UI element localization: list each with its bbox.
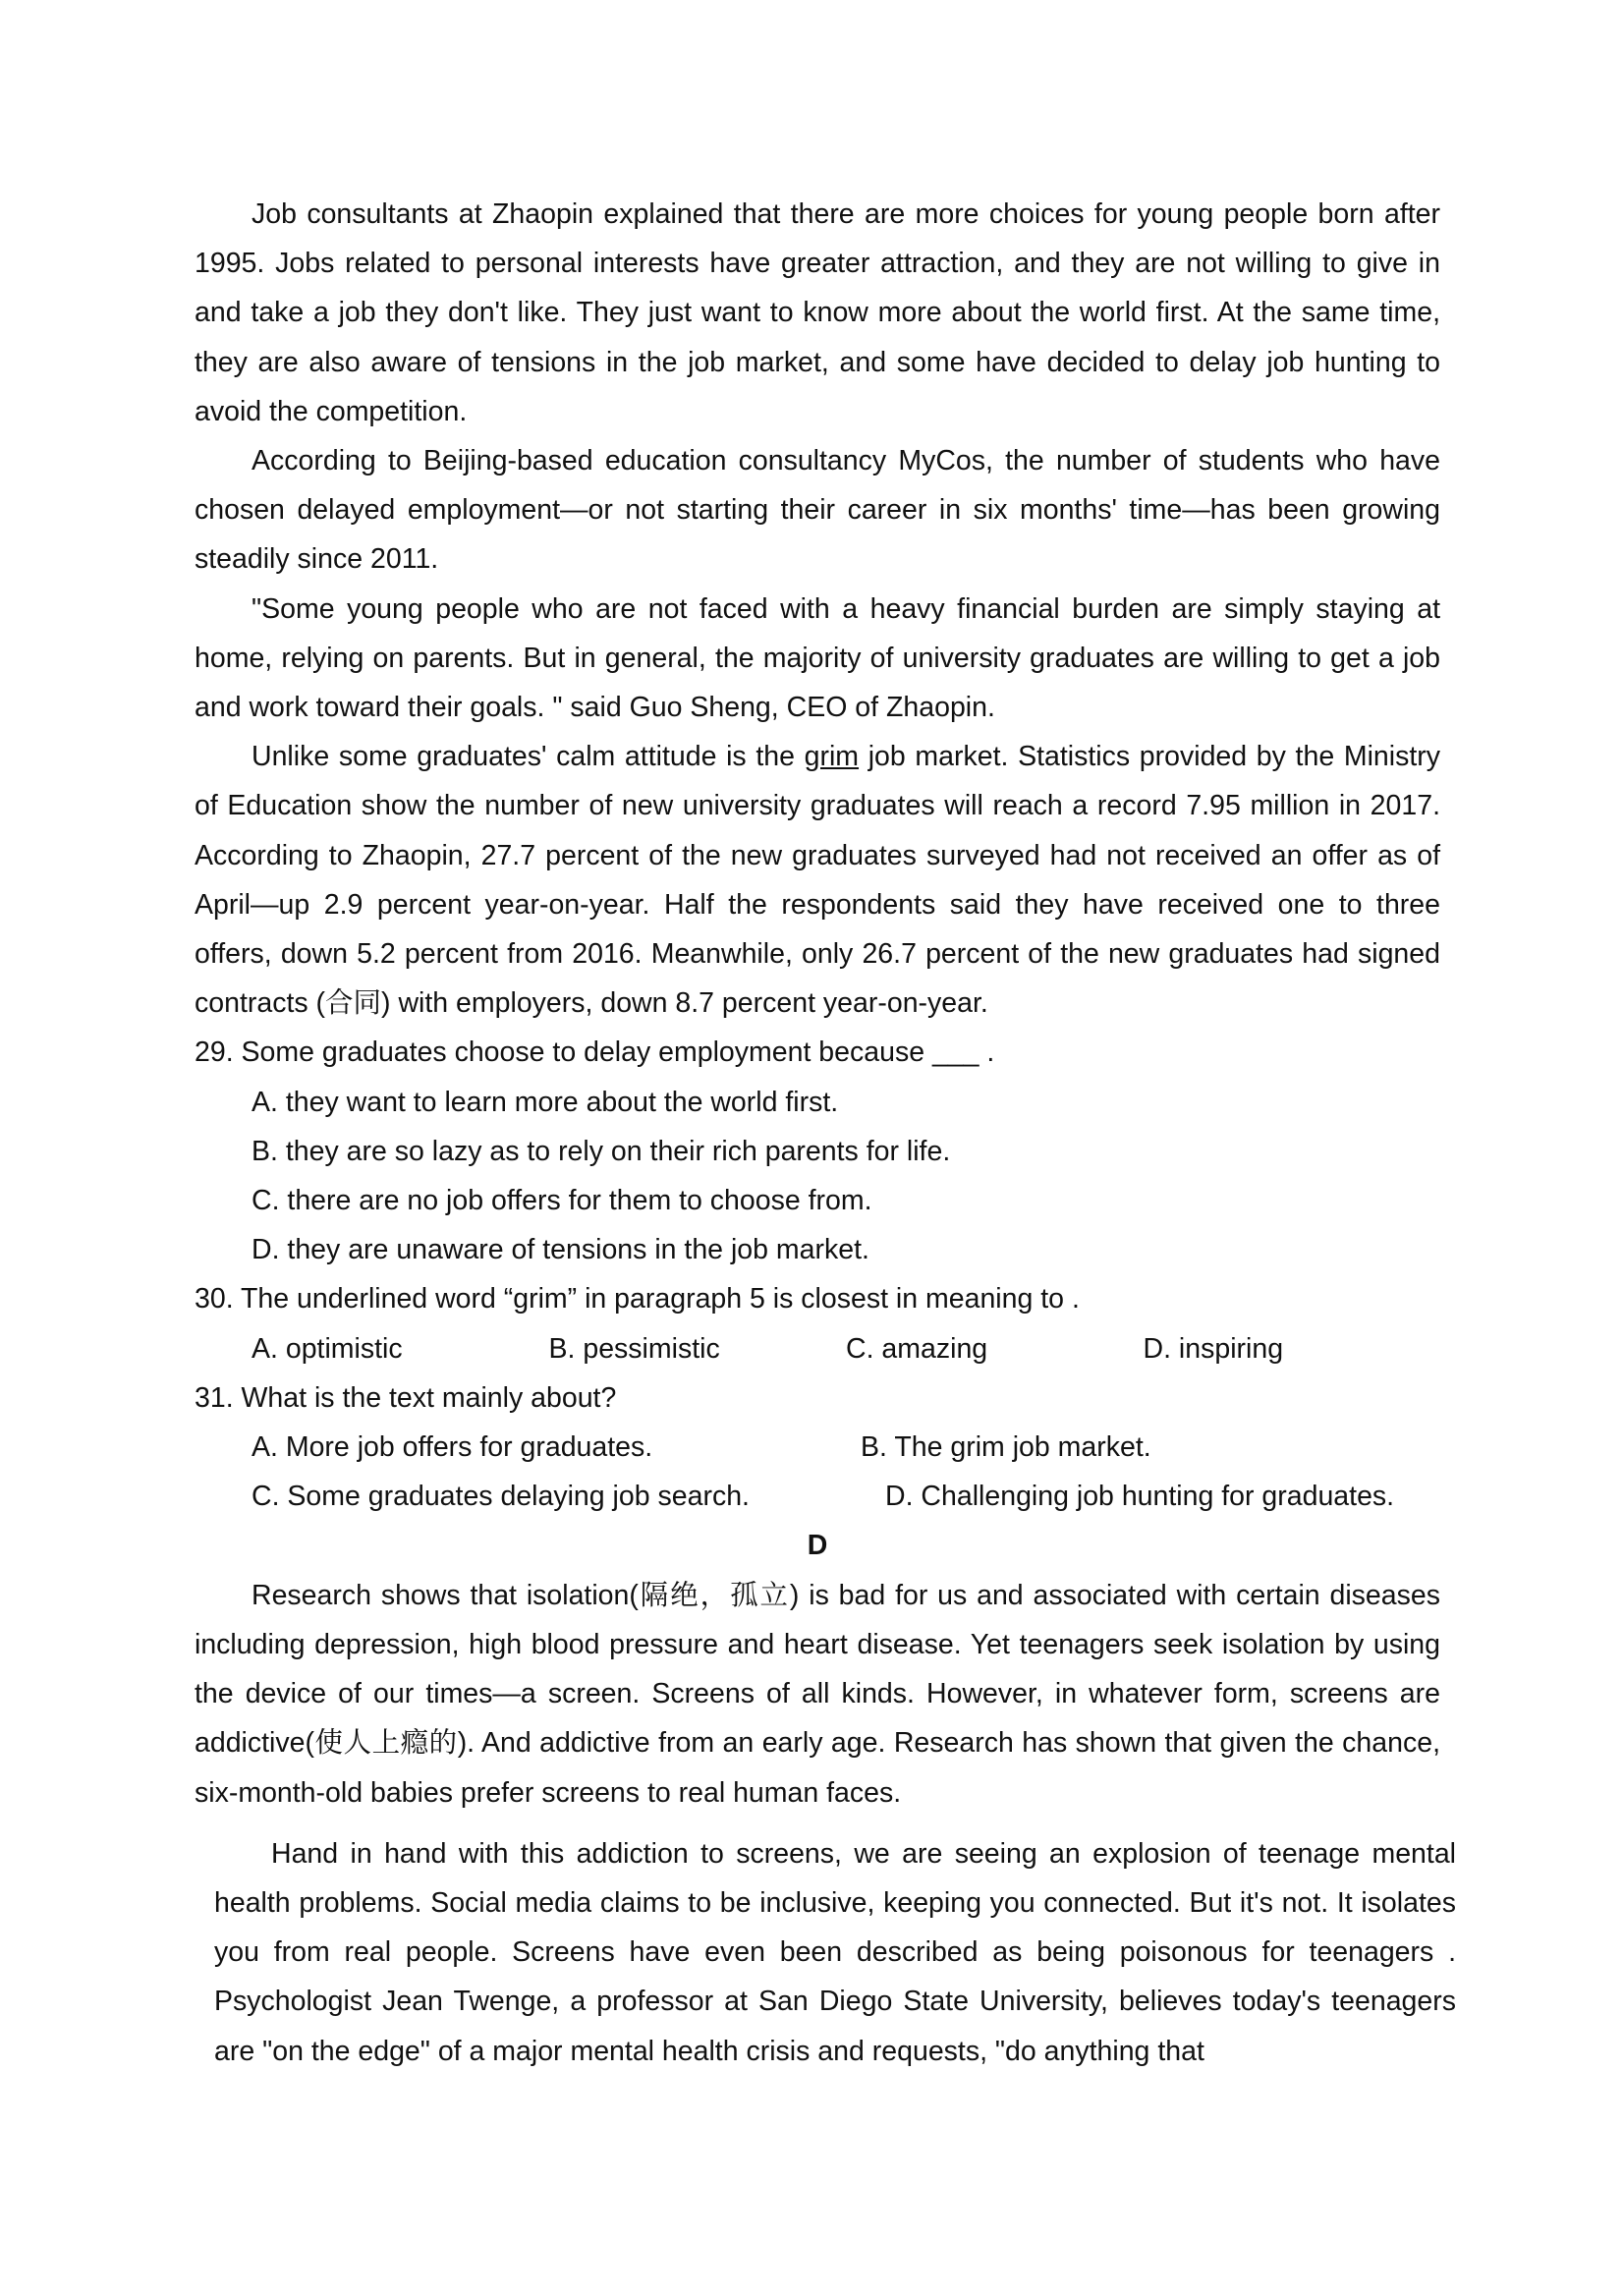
paragraph-4-text-after: job market. Statistics provided by the Ministry of Education show the number of new university graduates will reach a record 7.95 million in 2017. According to Zhaopin, 27.7 percent of the new graduates surveyed had not received an offer as of April—up 2.9 percent year-on-year. Half the respondents said they have received one to three offers, down 5.2 percent from 2016. Meanwhile, only 26.7 percent of the new graduates had signed contracts (合同) with employers, down 8.7 percent year-on-year.: [195, 741, 1440, 1020]
question-29-option-c: C. there are no job offers for them to choose from.: [252, 1185, 872, 1217]
question-31-option-d: D. Challenging job hunting for graduates.: [885, 1481, 1395, 1513]
underlined-word-grim: grim: [804, 741, 860, 773]
question-31-option-c: C. Some graduates delaying job search.: [252, 1481, 750, 1513]
question-30-option-b: B. pessimistic: [548, 1332, 720, 1365]
passage-paragraph-4: [195, 732, 1440, 1028]
paragraph-4-text-before: Unlike some graduates' calm attitude is the: [252, 741, 805, 773]
question-31-options-row-2: [252, 1472, 1440, 1521]
question-29-option-a: A. they want to learn more about the world first.: [252, 1086, 839, 1118]
question-30: [195, 1274, 1440, 1372]
question-29-stem: 29. Some graduates choose to delay employment because ___ .: [195, 1036, 995, 1069]
passage-paragraph-2: According to Beijing-based education consultancy MyCos, the number of students who have chosen delayed employment—or not starting their career in six months' time—has been growing steadily since 2011.: [195, 445, 1440, 576]
section-d-paragraph-1: Research shows that isolation(隔绝，孤立) is bad for us and associated with certain diseases including depression, high blood pressure and heart disease. Yet teenagers seek isolation by using the device of our times—a screen. Screens of all kinds. However, in whatever form, screens are addictive(使人上瘾的). And addictive from an early age. Research has shown that given the chance, six-month-old babies prefer screens to real human faces.: [195, 1579, 1440, 1809]
question-31-stem: 31. What is the text mainly about?: [195, 1381, 617, 1414]
question-30-option-c: C. amazing: [846, 1332, 988, 1365]
question-31-option-b: B. The grim job market.: [861, 1431, 1151, 1464]
question-29-option-d: D. they are unaware of tensions in the job market.: [252, 1234, 869, 1266]
paragraph-gap: [195, 1818, 1440, 1829]
page-content: [195, 190, 1456, 2076]
question-30-option-d: D. inspiring: [1143, 1332, 1284, 1365]
question-29-option-b: B. they are so lazy as to rely on their rich parents for life.: [252, 1135, 951, 1167]
question-30-option-a: A. optimistic: [252, 1332, 403, 1365]
question-30-options: [252, 1324, 1440, 1373]
question-30-stem: 30. The underlined word “grim” in paragraph 5 is closest in meaning to .: [195, 1283, 1080, 1316]
question-29: [195, 1028, 1440, 1274]
section-d-paragraph-2: Hand in hand with this addiction to screens, we are seeing an explosion of teenage mental health problems. Social media claims to be inclusive, keeping you connected. But it's not. It isolates you from real people. Screens have even been described as being poisonous for teenagers . Psychologist Jean Twenge, a professor at San Diego State University, believes today's teenagers are "on the edge" of a major mental health crisis and requests, "do anything that: [214, 1837, 1456, 2067]
passage-paragraph-1: Job consultants at Zhaopin explained that there are more choices for young people born after 1995. Jobs related to personal interests have greater attraction, and they are not willing to give in and take a job they don't like. They just want to know more about the world first. At the same time, they are also aware of tensions in the job market, and some have decided to delay job hunting to avoid the competition.: [195, 198, 1440, 427]
passage-paragraph-3: "Some young people who are not faced with a heavy financial burden are simply staying at home, relying on parents. But in general, the majority of university graduates are willing to get a job and work toward their goals. " said Guo Sheng, CEO of Zhaopin.: [195, 592, 1440, 724]
question-31-option-a: A. More job offers for graduates.: [252, 1431, 653, 1464]
question-31-options-row-1: [252, 1423, 1440, 1472]
section-heading-d: D: [807, 1530, 828, 1562]
question-31: [195, 1373, 1440, 1522]
